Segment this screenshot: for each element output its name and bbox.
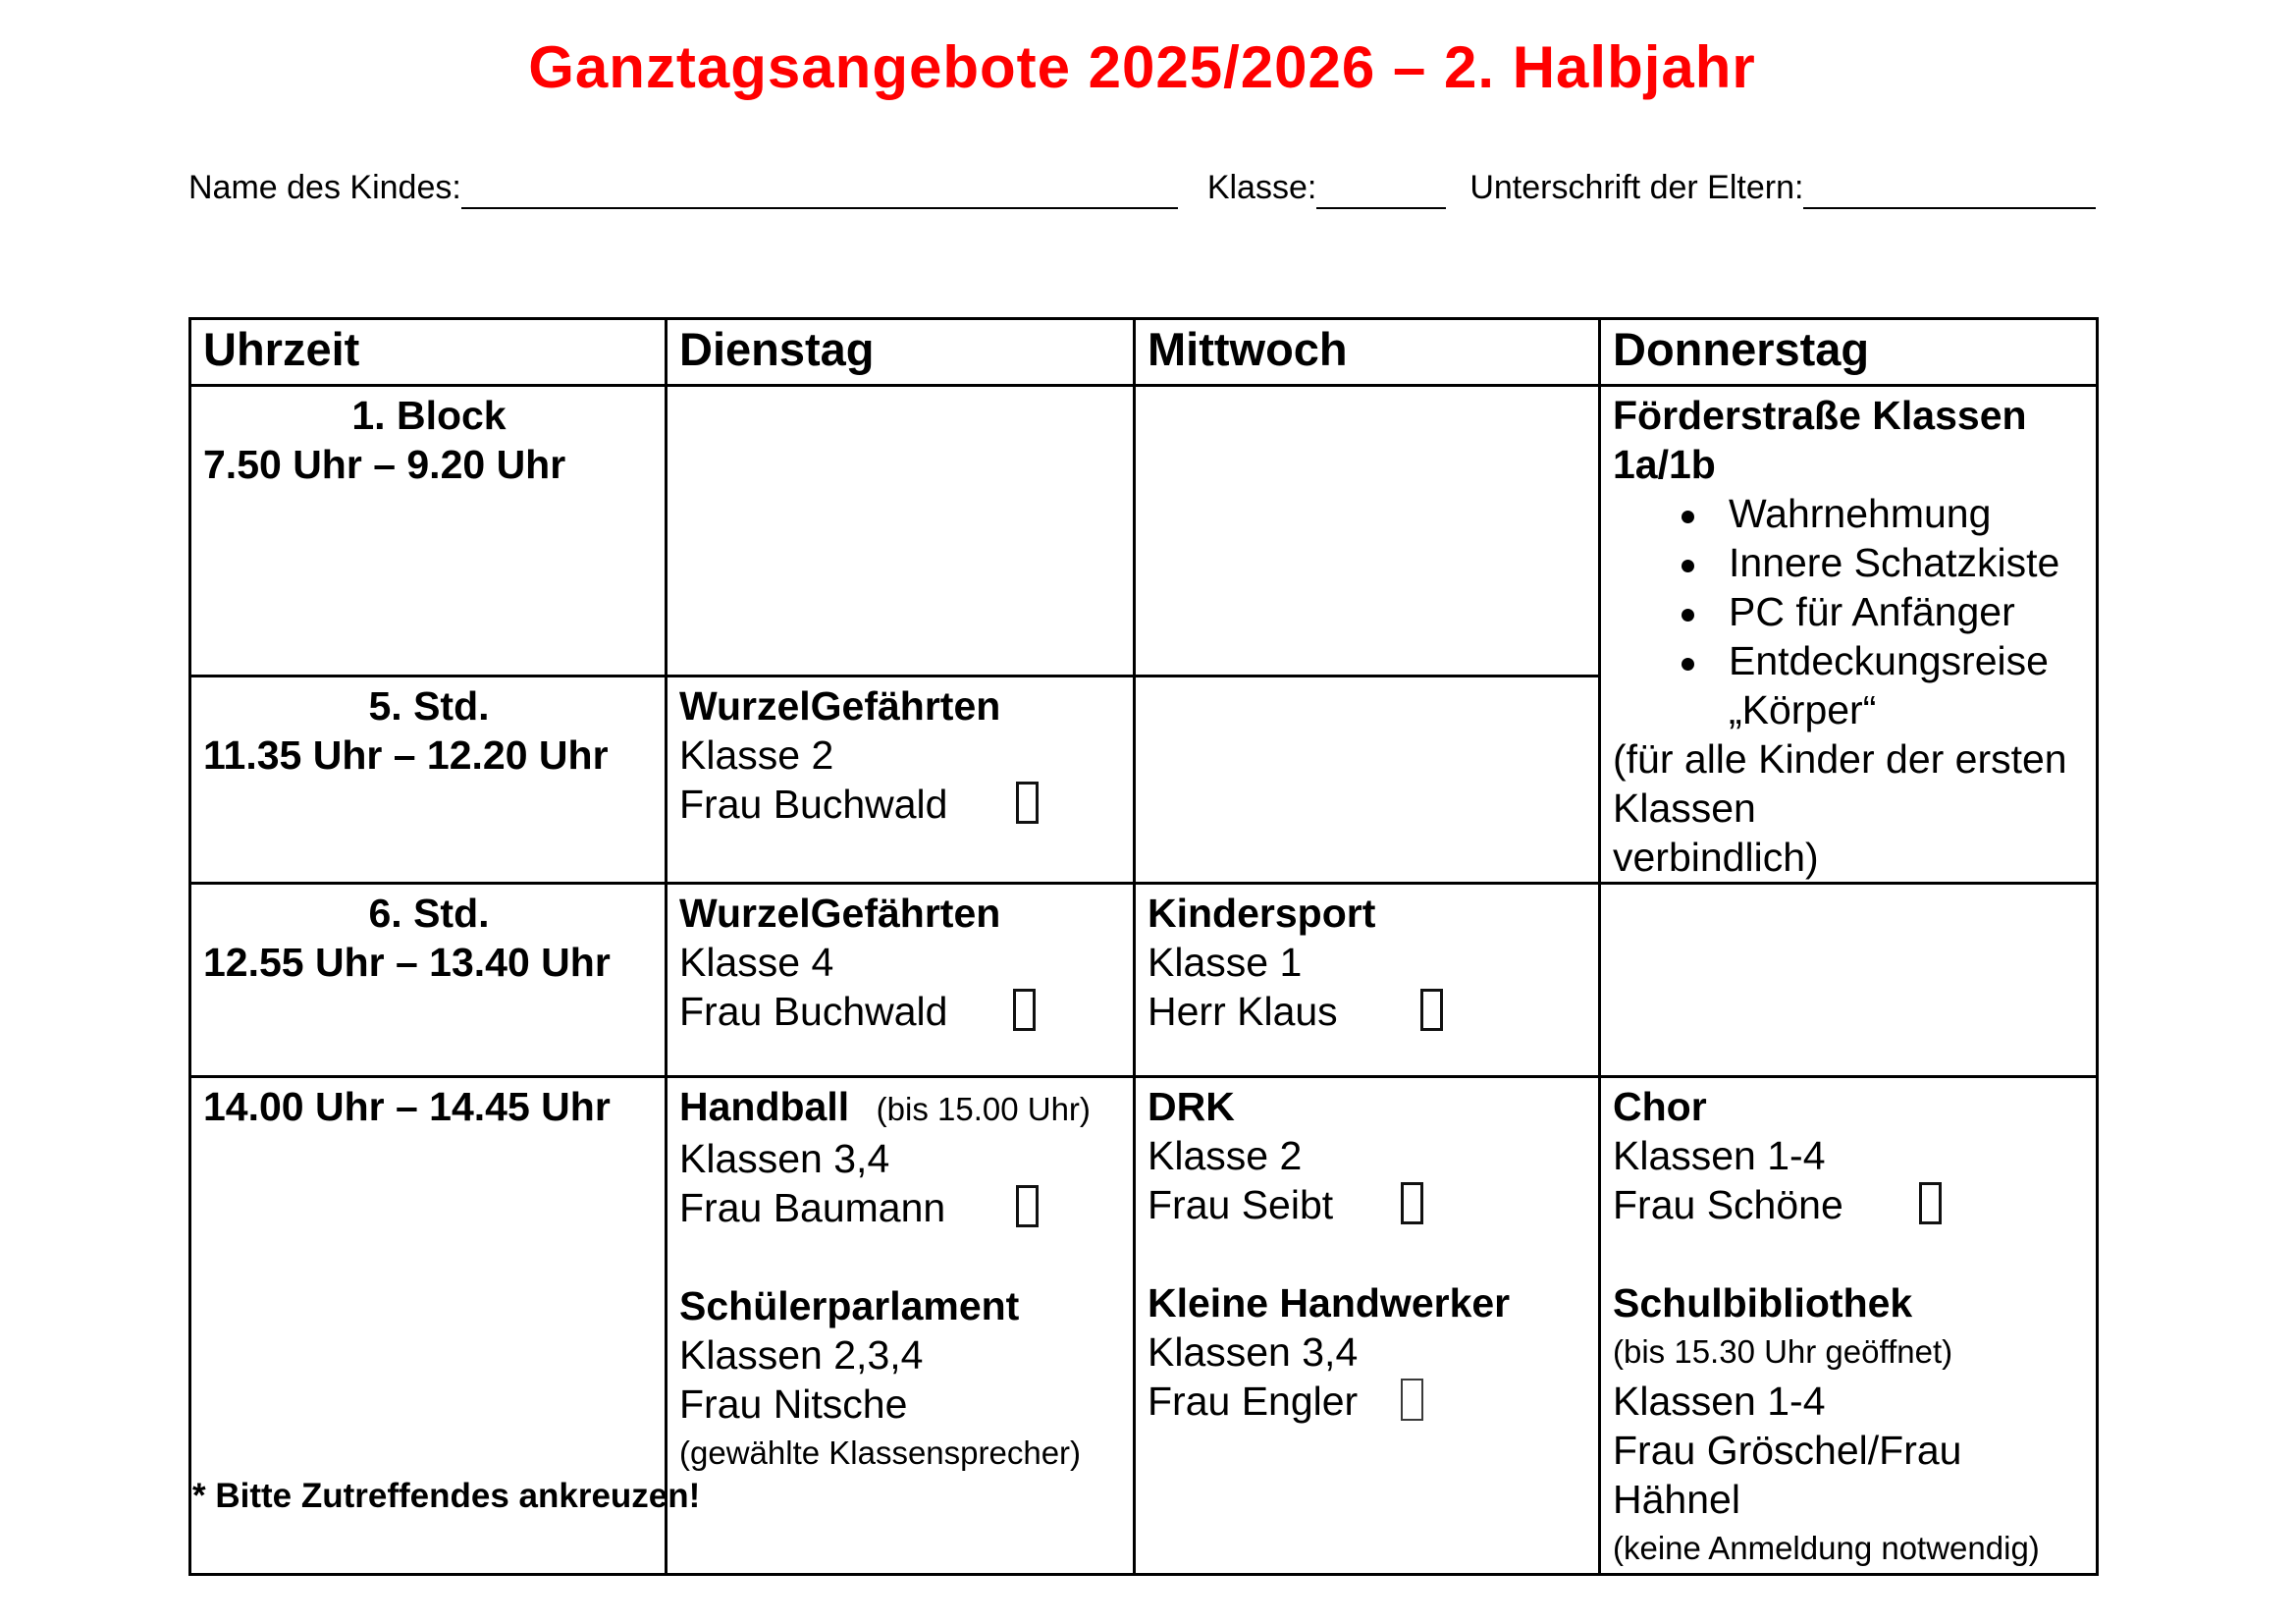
cell-line [1613, 1278, 2086, 1327]
cell-line [203, 938, 655, 987]
line-text: WurzelGefährten [679, 682, 1001, 729]
cell-mittwoch-row1 [1135, 386, 1600, 677]
cell-line [203, 391, 655, 440]
line-text: Chor [1613, 1084, 1707, 1129]
signature-field-blank[interactable] [1803, 170, 2096, 209]
checkbox[interactable] [1013, 989, 1036, 1031]
schedule-body [190, 386, 2098, 1575]
cell-line [679, 681, 1123, 731]
line-text: 7.50 Uhr – 9.20 Uhr [203, 442, 566, 487]
cell-uhrzeit-row1 [190, 386, 667, 677]
line-text: Förderstraße Klassen 1a/1b [1613, 393, 2060, 487]
cell-line [1613, 538, 2086, 587]
column-header-uhrzeit: Uhrzeit [190, 319, 667, 386]
cell-line [1613, 391, 2086, 489]
line-text: Klassen 2,3,4 [679, 1332, 924, 1378]
cell-line [203, 440, 655, 489]
cell-line [1148, 1082, 1588, 1131]
cell-line [1613, 685, 2086, 734]
cell-line [1148, 1327, 1588, 1377]
table-row-3 [190, 884, 2098, 1077]
checkbox[interactable] [1420, 989, 1443, 1031]
line-text: „Körper“ [1729, 687, 1877, 732]
line-text: 1. Block [351, 393, 507, 438]
checkbox[interactable] [1401, 1182, 1423, 1224]
cell-line [1148, 938, 1588, 987]
line-text: (keine Anmeldung notwendig) [1613, 1530, 2040, 1566]
cell-dienstag-row4 [667, 1077, 1135, 1575]
line-text: Klassen 1-4 [1613, 1379, 1826, 1424]
cell-line [1148, 1180, 1588, 1229]
line-text: PC für Anfänger [1729, 589, 2015, 634]
cell-donnerstag-row3 [1600, 884, 2098, 1077]
line-text: 6. Std. [368, 891, 490, 936]
cell-mittwoch-row2 [1135, 676, 1600, 883]
cell-line [679, 889, 1123, 938]
checkbox[interactable] [1016, 782, 1039, 824]
line-text: verbindlich) [1613, 835, 1819, 880]
line-text: Herr Klaus [1148, 989, 1338, 1034]
line-text: Klasse 4 [679, 940, 834, 985]
column-header-mittwoch: Mittwoch [1135, 319, 1600, 386]
line-text: Frau Schöne [1613, 1182, 1843, 1227]
line-text: Innere Schatzkiste [1729, 540, 2060, 585]
cell-mittwoch-row4 [1135, 1077, 1600, 1575]
cell-line [1613, 1377, 2086, 1426]
line-text: (bis 15.30 Uhr geöffnet) [1613, 1333, 1953, 1370]
form-line [188, 169, 2096, 209]
blank-line [1148, 1229, 1588, 1278]
checkbox[interactable] [1919, 1182, 1942, 1224]
cell-line [679, 987, 1123, 1036]
line-text: WurzelGefährten [679, 891, 1001, 936]
class-field-blank[interactable] [1316, 170, 1446, 209]
column-header-dienstag: Dienstag [667, 319, 1135, 386]
checkbox[interactable] [1401, 1379, 1423, 1421]
cell-line [1613, 1524, 2086, 1573]
line-text: 12.55 Uhr – 13.40 Uhr [203, 940, 611, 985]
line-text: Klasse 1 [1148, 940, 1303, 985]
line-text: Wahrnehmung [1729, 491, 1992, 536]
line-text: Frau Baumann [679, 1185, 946, 1230]
cell-line [1613, 734, 2086, 833]
cell-line [1613, 1426, 2086, 1524]
line-text: 14.00 Uhr – 14.45 Uhr [203, 1084, 611, 1129]
cell-line [1613, 587, 2086, 636]
cell-dienstag-row3 [667, 884, 1135, 1077]
cell-line [203, 1082, 655, 1131]
line-text: Frau Gröschel/Frau Hähnel [1613, 1428, 1973, 1522]
cell-line [679, 780, 1123, 829]
cell-line [679, 1134, 1123, 1183]
signature-label: Unterschrift der Eltern: [1469, 169, 1804, 206]
cell-donnerstag-row1 [1600, 386, 2098, 884]
cell-line [1613, 489, 2086, 538]
line-text: Schülerparlament [679, 1283, 1020, 1328]
cell-line [679, 938, 1123, 987]
line-text: Klasse 2 [1148, 1133, 1303, 1178]
cell-line [1148, 1377, 1588, 1426]
line-text: Handball [679, 1084, 850, 1129]
line-text: Klassen 1-4 [1613, 1133, 1826, 1178]
cell-line [1613, 1082, 2086, 1131]
cell-line [679, 1429, 1123, 1478]
footnote: * Bitte Zutreffendes ankreuzen! [192, 1477, 701, 1515]
cell-line [1148, 1278, 1588, 1327]
line-text: Frau Buchwald [679, 781, 948, 827]
cell-line [679, 1380, 1123, 1429]
header-row [190, 319, 2098, 386]
line-text: Schulbibliothek [1613, 1280, 1913, 1326]
line-text: 5. Std. [368, 682, 490, 729]
line-text: Frau Seibt [1148, 1182, 1334, 1227]
line-text: Frau Engler [1148, 1379, 1359, 1424]
cell-line [203, 681, 655, 731]
line-text: Kindersport [1148, 891, 1376, 936]
blank-line [679, 1232, 1123, 1281]
class-label: Klasse: [1206, 169, 1317, 206]
cell-line [1613, 636, 2086, 685]
schedule-table [188, 317, 2099, 1576]
cell-uhrzeit-row3 [190, 884, 667, 1077]
line-text: (für alle Kinder der ersten Klassen [1613, 736, 2079, 831]
cell-line [1148, 1131, 1588, 1180]
line-text: 11.35 Uhr – 12.20 Uhr [203, 731, 609, 778]
cell-donnerstag-row4 [1600, 1077, 2098, 1575]
line-text: Frau Nitsche [679, 1381, 908, 1427]
line-text: Entdeckungsreise [1729, 638, 2049, 683]
cell-line [203, 731, 655, 780]
checkbox[interactable] [1016, 1185, 1039, 1227]
blank-line [1613, 1229, 2086, 1278]
name-label: Name des Kindes: [188, 169, 461, 206]
column-header-donnerstag: Donnerstag [1600, 319, 2098, 386]
line-text: DRK [1148, 1084, 1235, 1129]
line-text: Klassen 3,4 [1148, 1329, 1359, 1375]
line-text: Frau Buchwald [679, 989, 948, 1034]
cell-line [203, 889, 655, 938]
cell-line [1613, 833, 2086, 882]
cell-uhrzeit-row2 [190, 676, 667, 883]
cell-line [679, 1330, 1123, 1380]
cell-line [1148, 889, 1588, 938]
cell-mittwoch-row3 [1135, 884, 1600, 1077]
cell-line [1613, 1131, 2086, 1180]
page-title: Ganztagsangebote 2025/2026 – 2. Halbjahr [528, 34, 1756, 100]
cell-line [679, 1183, 1123, 1232]
cell-line [1148, 987, 1588, 1036]
line-text: Klasse 2 [679, 731, 834, 778]
line-text: (gewählte Klassensprecher) [679, 1435, 1082, 1471]
cell-line [1613, 1327, 2086, 1377]
cell-line [679, 1082, 1123, 1134]
cell-line [679, 731, 1123, 780]
name-field-blank[interactable] [461, 170, 1178, 209]
cell-dienstag-row1 [667, 386, 1135, 677]
line-suffix: (bis 15.00 Uhr) [849, 1091, 1091, 1127]
cell-dienstag-row2 [667, 676, 1135, 883]
table-row-1 [190, 386, 2098, 677]
cell-line [679, 1281, 1123, 1330]
line-text: Kleine Handwerker [1148, 1280, 1511, 1326]
cell-line [1613, 1180, 2086, 1229]
line-text: Klassen 3,4 [679, 1136, 890, 1181]
